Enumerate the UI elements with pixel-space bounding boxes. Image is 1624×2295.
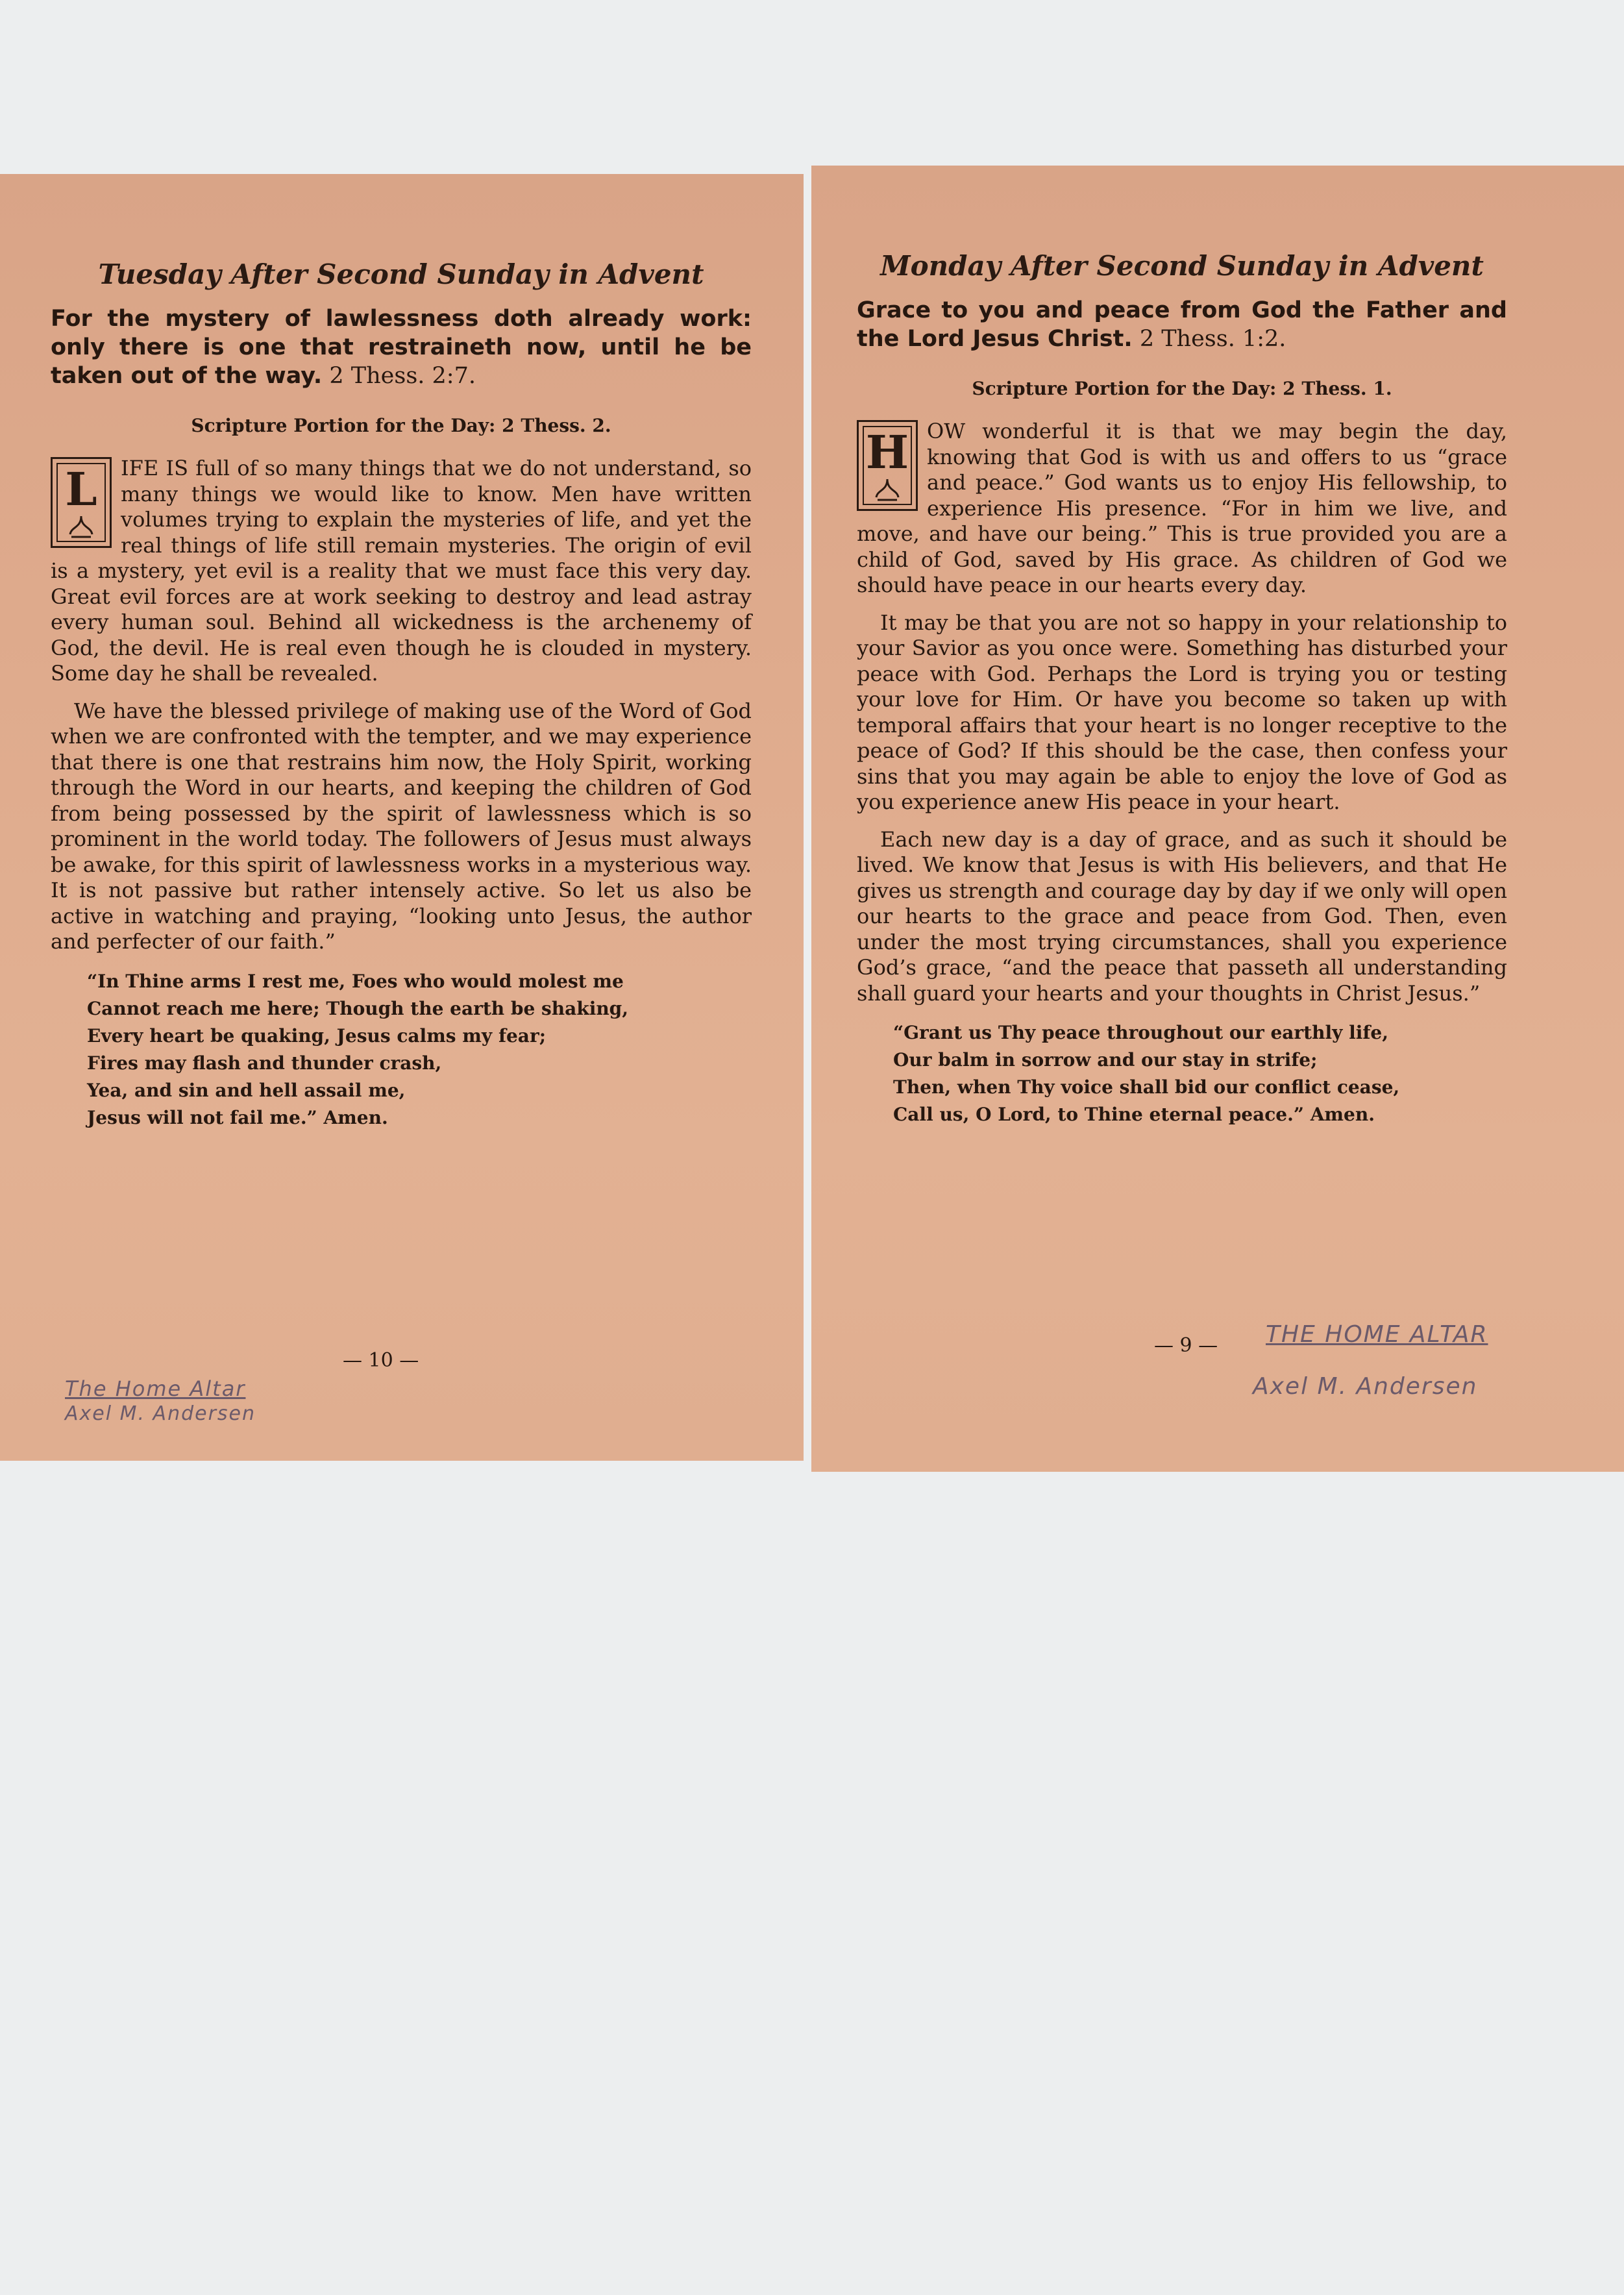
paragraph: We have the blessed privilege of making use of the Word of God when we are confronted with the tempter, and we may experience that there is one that restrains him now, the Holy Spirit, working through the Word in our hearts, and keeping the children of God from being possessed by the spirit of lawlessness which is so prominent in the world today. The followers of Jesus must always be awake, for this spirit of lawlessness works in a mysterious way. It is not passive but rather intensely active. So let us also be active in watching and praying, “looking unto Jesus, the author and perfecter of our faith.”	[51, 698, 752, 954]
scripture-verse	[51, 304, 752, 390]
hymn-verse	[893, 1019, 1507, 1128]
devotion-body	[857, 419, 1507, 1006]
handwritten-name: Axel M. Andersen	[1253, 1373, 1478, 1400]
paragraph: H OW wonderful it is that we may begin the day, knowing that God is with us and offers to us “grace and peace.” God wants us to enjoy His fellowship, to experience His presence. “For in him we live, and move, and have our being.” This is true provided you are a child of God, saved by His grace. As children of God we should have peace in our hearts every day.	[857, 419, 1507, 597]
handwritten-title: The Home Altar	[65, 1376, 246, 1401]
page-right	[811, 166, 1624, 1472]
dropcap-ornament-icon: L	[51, 457, 112, 548]
scripture-portion: Scripture Portion for the Day: 2 Thess. 2.	[191, 415, 611, 436]
handwritten-title: THE HOME ALTAR	[1266, 1321, 1488, 1348]
hymn-line: Our balm in sorrow and our stay in strife;	[893, 1049, 1318, 1071]
verse-text: Grace to you and peace from God the Father and the Lord Jesus Christ.	[857, 297, 1507, 352]
scripture-portion: Scripture Portion for the Day: 2 Thess. 1.	[972, 378, 1392, 399]
scripture-verse	[857, 296, 1507, 353]
hymn-line: “Grant us Thy peace throughout our earthly life,	[893, 1022, 1388, 1043]
verse-reference: 2 Thess. 2:7.	[329, 363, 476, 389]
hymn-line: Then, when Thy voice shall bid our conflict cease,	[893, 1076, 1400, 1098]
page-title: Tuesday After Second Sunday in Advent	[98, 258, 704, 290]
page-number: — 10 —	[343, 1349, 419, 1372]
verse-reference: 2 Thess. 1:2.	[1139, 326, 1286, 352]
page-left	[0, 174, 804, 1461]
paragraph: Each new day is a day of grace, and as such it should be lived. We know that Jesus is with His believers, and that He gives us strength and courage day by day if we only will open our hearts to the grace and peace from God. Then, even under the most trying circumstances, shall you experience God’s grace, “and the peace that passeth all understanding shall guard your hearts and your thoughts in Christ Jesus.”	[857, 826, 1507, 1006]
hymn-line: Jesus will not fail me.” Amen.	[87, 1106, 388, 1128]
hymn-line: Call us, O Lord, to Thine eternal peace.” Amen.	[893, 1104, 1375, 1125]
hymn-line: Yea, and sin and hell assail me,	[87, 1079, 406, 1101]
paragraph: L IFE IS full of so many things that we do not understand, so many things we would like to know. Men have written volumes trying to explain the mysteries of life, and yet the real things of life still remain mysteries. The origin of evil is a mystery, yet evil is a reality that we must face this very day. Great evil forces are at work seeking to destroy and lead astray every human soul. Behind all wickedness is the archenemy of God, the devil. He is real even though he is clouded in mystery. Some day he shall be revealed.	[51, 456, 752, 686]
devotion-body	[51, 456, 752, 955]
handwritten-name: Axel M. Andersen	[65, 1402, 256, 1425]
verse-text: For the mystery of lawlessness doth already work: only there is one that restraineth now, until he be taken out of the way.	[51, 306, 752, 389]
page-number: — 9 —	[1154, 1334, 1218, 1357]
hymn-line: Fires may flash and thunder crash,	[87, 1052, 442, 1074]
hymn-line: Every heart be quaking, Jesus calms my fear;	[87, 1024, 547, 1047]
page-title: Monday After Second Sunday in Advent	[880, 250, 1484, 282]
hymn-line: “In Thine arms I rest me, Foes who would molest me	[87, 970, 624, 992]
paragraph: It may be that you are not so happy in your relationship to your Savior as you once were. Something has disturbed your peace with God. Perhaps the Lord is trying you or testing your love for Him. Or have you become so taken up with temporal affairs that your heart is no longer receptive to the peace of God? If this should be the case, then confess your sins that you may again be able to enjoy the love of God as you experience anew His peace in your heart.	[857, 610, 1507, 814]
hymn-line: Cannot reach me here; Though the earth be shaking,	[87, 997, 629, 1019]
hymn-verse	[87, 968, 752, 1132]
dropcap-ornament-icon: H	[857, 420, 918, 511]
